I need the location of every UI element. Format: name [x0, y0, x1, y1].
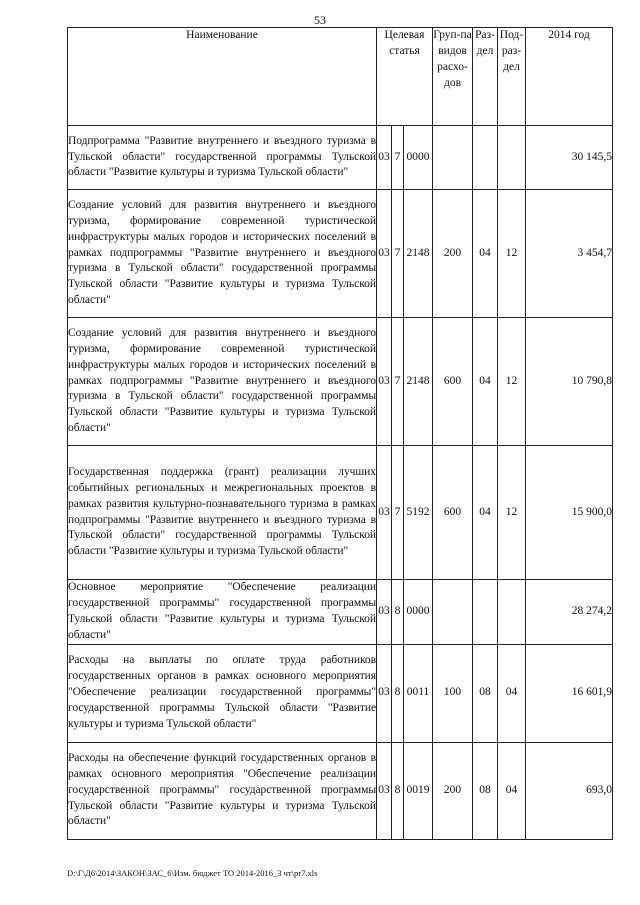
table-row	[68, 580, 613, 645]
row-amount: 693,0	[526, 742, 613, 839]
table-row	[68, 644, 613, 742]
row-code-program: 03	[377, 318, 392, 446]
row-name: Расходы на выплаты по оплате труда работников государственных органов в рамках основного мероприятия "Обеспечение реализации государственной программы" государственной программы Тульской области "Развитие культуры и туризма Тульской области"	[68, 644, 377, 742]
row-code-subprogram: 7	[392, 446, 404, 580]
header-expense-group: Груп-па видов расхо-дов	[433, 28, 473, 126]
row-code-direction: 0011	[404, 644, 433, 742]
table-header-row	[68, 28, 613, 126]
table-row	[68, 742, 613, 839]
header-subsection: Под-раз-дел	[498, 28, 526, 126]
row-amount: 15 900,0	[526, 446, 613, 580]
row-subsection: 04	[498, 742, 526, 839]
row-expense-group: 200	[433, 190, 473, 318]
row-name: Создание условий для развития внутреннего и въездного туризма, формирование современной туристической инфраструктуры малых городов и исторических поселений в рамках подпрограммы "Развитие внутреннего и въездного туризма в Тульской области" государственной программы Тульской области "Развитие культуры и туризма Тульской области"	[68, 318, 377, 446]
row-name: Создание условий для развития внутреннего и въездного туризма, формирование современной туристической инфраструктуры малых городов и исторических поселений в рамках подпрограммы "Развитие внутреннего и въездного туризма в Тульской области" государственной программы Тульской области "Развитие культуры и туризма Тульской области"	[68, 190, 377, 318]
row-section: 04	[473, 318, 498, 446]
table-row	[68, 126, 613, 190]
row-code-direction: 0000	[404, 580, 433, 645]
row-section	[473, 580, 498, 645]
row-code-program: 03	[377, 742, 392, 839]
row-section: 08	[473, 742, 498, 839]
row-code-program: 03	[377, 644, 392, 742]
row-code-direction: 2148	[404, 318, 433, 446]
row-expense-group	[433, 126, 473, 190]
row-name: Государственная поддержка (грант) реализации лучших событийных региональных и межрегиональных проектов в рамках развития культурно-познавательного туризма в рамках подпрограммы "Развитие внутреннего и въездного туризма в Тульской области" государственной программы Тульской области "Развитие культуры и туризма Тульской области"	[68, 446, 377, 580]
table-row	[68, 190, 613, 318]
page-number: 53	[314, 13, 326, 27]
row-subsection: 12	[498, 190, 526, 318]
row-subsection	[498, 580, 526, 645]
budget-table	[67, 27, 613, 840]
row-code-direction: 0019	[404, 742, 433, 839]
row-amount: 3 454,7	[526, 190, 613, 318]
row-amount: 10 790,8	[526, 318, 613, 446]
row-code-subprogram: 7	[392, 318, 404, 446]
row-expense-group: 200	[433, 742, 473, 839]
row-section: 04	[473, 446, 498, 580]
header-year: 2014 год	[526, 28, 613, 126]
row-code-program: 03	[377, 446, 392, 580]
row-section: 04	[473, 190, 498, 318]
row-subsection	[498, 126, 526, 190]
row-code-program: 03	[377, 126, 392, 190]
row-subsection: 12	[498, 318, 526, 446]
row-name: Расходы на обеспечение функций государственных органов в рамках основного мероприятия "Обеспечение реализации государственной программы" государственной программы Тульской области "Развитие культуры и туризма Тульской области"	[68, 742, 377, 839]
row-expense-group: 600	[433, 318, 473, 446]
row-code-subprogram: 7	[392, 126, 404, 190]
header-name: Наименование	[68, 28, 377, 126]
row-code-subprogram: 8	[392, 644, 404, 742]
row-subsection: 12	[498, 446, 526, 580]
row-name: Основное мероприятие "Обеспечение реализации государственной программы" государственной программы Тульской области "Развитие культуры и туризма Тульской области"	[68, 580, 377, 645]
row-amount: 28 274,2	[526, 580, 613, 645]
row-code-direction: 5192	[404, 446, 433, 580]
row-code-program: 03	[377, 580, 392, 645]
row-section: 08	[473, 644, 498, 742]
row-name: Подпрограмма "Развитие внутреннего и въездного туризма в Тульской области" государственной программы Тульской области "Развитие культуры и туризма Тульской области"	[68, 126, 377, 190]
row-code-subprogram: 7	[392, 190, 404, 318]
row-expense-group: 600	[433, 446, 473, 580]
header-section: Раз-дел	[473, 28, 498, 126]
row-code-subprogram: 8	[392, 742, 404, 839]
row-subsection: 04	[498, 644, 526, 742]
row-amount: 30 145,5	[526, 126, 613, 190]
row-expense-group: 100	[433, 644, 473, 742]
row-code-subprogram: 8	[392, 580, 404, 645]
header-target-article: Целевая статья	[377, 28, 433, 126]
table-row	[68, 446, 613, 580]
row-code-program: 03	[377, 190, 392, 318]
row-code-direction: 0000	[404, 126, 433, 190]
table-row	[68, 318, 613, 446]
footer-file-path: D:\Г\Д6\2014\ЗАКОН\ЗАС_6\Изм. бюджет ТО 2014-2016_3 чт\pr7.xls	[67, 868, 318, 878]
row-expense-group	[433, 580, 473, 645]
row-section	[473, 126, 498, 190]
row-amount: 16 601,9	[526, 644, 613, 742]
row-code-direction: 2148	[404, 190, 433, 318]
